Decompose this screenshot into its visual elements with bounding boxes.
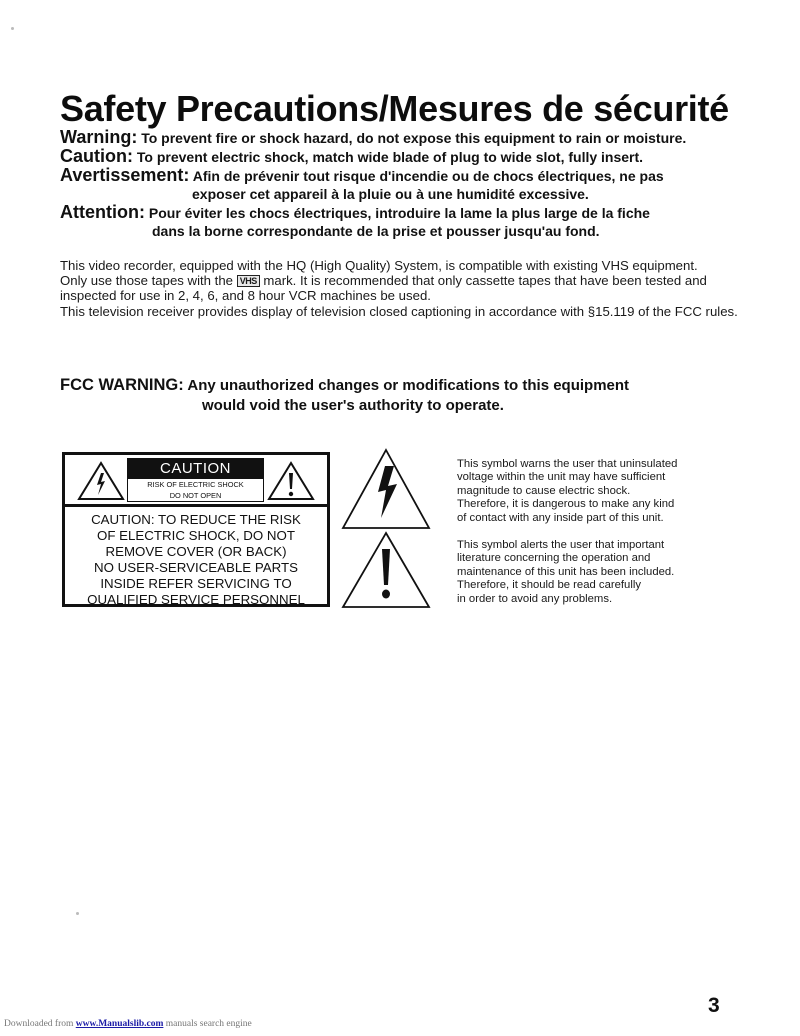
footer-suffix: manuals search engine <box>165 1019 252 1029</box>
avertissement-text: Afin de prévenir tout risque d'incendie ou de chocs électriques, ne pas <box>192 168 664 184</box>
warnings-block <box>60 128 760 240</box>
tapes-text-after: mark. It is recommended that only cassette tapes that have been tested and inspected for use in 2, 4, 6, and 8 hour VCR machines be used. <box>60 273 707 304</box>
caution-heading: CAUTION <box>128 459 263 479</box>
description-line: This symbol alerts the user that important <box>457 539 665 551</box>
caution-instructions <box>65 507 327 608</box>
caution-label-header <box>65 455 327 507</box>
lightning-triangle-icon <box>341 448 431 530</box>
manualslib-link[interactable]: www.Manualslib.com <box>75 1019 164 1029</box>
fcc-text: Any unauthorized changes or modifications to this equipment <box>187 377 630 394</box>
caution-sub-1: RISK OF ELECTRIC SHOCK <box>147 480 244 489</box>
tapes-paragraph <box>60 273 760 303</box>
caution-label: Caution: <box>60 146 133 166</box>
body-text <box>60 258 760 319</box>
lightning-symbol-description <box>457 458 757 525</box>
download-footer <box>4 1019 252 1029</box>
attention-line <box>60 203 760 240</box>
hq-compat-paragraph: This video recorder, equipped with the HQ (High Quality) System, is compatible with existing VHS equipment. <box>60 258 698 273</box>
tapes-text-before: Only use those tapes with the <box>60 273 234 289</box>
caution-line: QUALIFIED SERVICE PERSONNEL <box>87 592 305 607</box>
fcc-warning <box>60 375 760 416</box>
caution-line: CAUTION: TO REDUCE THE RISK <box>91 512 301 527</box>
caution-line: NO USER-SERVICEABLE PARTS <box>94 560 298 575</box>
attention-label: Attention: <box>60 202 145 222</box>
caution-line: INSIDE REFER SERVICING TO <box>100 576 292 591</box>
fcc-label: FCC WARNING: <box>60 376 184 394</box>
avertissement-line <box>60 166 760 203</box>
description-line: of contact with any inside part of this unit. <box>457 511 664 524</box>
description-line: in order to avoid any problems. <box>457 592 613 605</box>
fcc-continuation: would void the user's authority to operate. <box>202 397 504 414</box>
avertissement-label: Avertissement: <box>60 165 190 185</box>
exclamation-triangle-icon <box>341 531 431 609</box>
scan-speck <box>76 912 79 915</box>
lightning-triangle-icon <box>77 461 125 501</box>
caution-line: OF ELECTRIC SHOCK, DO NOT <box>97 528 295 543</box>
caution-sub-2: DO NOT OPEN <box>169 491 222 500</box>
caution-line: REMOVE COVER (OR BACK) <box>105 544 287 559</box>
description-line: maintenance of this unit has been included. <box>457 565 675 578</box>
description-line: Therefore, it should be read carefully <box>457 579 641 592</box>
attention-continuation: dans la borne correspondante de la prise et pousser jusqu'au fond. <box>152 223 600 239</box>
caution-label-box <box>62 452 330 607</box>
caution-text: To prevent electric shock, match wide blade of plug to wide slot, fully insert. <box>136 149 644 165</box>
exclamation-symbol-description <box>457 539 757 606</box>
description-line: This symbol warns the user that uninsulated <box>457 458 678 470</box>
caution-plate <box>127 458 264 502</box>
caution-line <box>60 147 760 166</box>
warning-label: Warning: <box>60 127 138 147</box>
description-line: voltage within the unit may have sufficient <box>457 471 666 484</box>
page-title: Safety Precautions/Mesures de sécurité <box>60 88 729 129</box>
scan-speck <box>11 27 14 30</box>
attention-text: Pour éviter les chocs électriques, introduire la lame la plus large de la fiche <box>148 205 650 221</box>
description-line: literature concerning the operation and <box>457 552 651 565</box>
description-line: Therefore, it is dangerous to make any kind <box>457 498 675 511</box>
warning-text: To prevent fire or shock hazard, do not expose this equipment to rain or moisture. <box>141 130 687 146</box>
page-number: 3 <box>708 994 720 1017</box>
warning-line <box>60 128 760 147</box>
description-line: magnitude to cause electric shock. <box>457 484 631 497</box>
avertissement-continuation: exposer cet appareil à la pluie ou à une humidité excessive. <box>192 186 589 202</box>
closed-caption-paragraph: This television receiver provides display of television closed captioning in accordance with §15.119 of the FCC rules. <box>60 303 738 319</box>
exclamation-triangle-icon <box>267 461 315 501</box>
footer-prefix: Downloaded from <box>4 1019 74 1029</box>
vhs-logo-icon: VHS <box>237 275 260 287</box>
